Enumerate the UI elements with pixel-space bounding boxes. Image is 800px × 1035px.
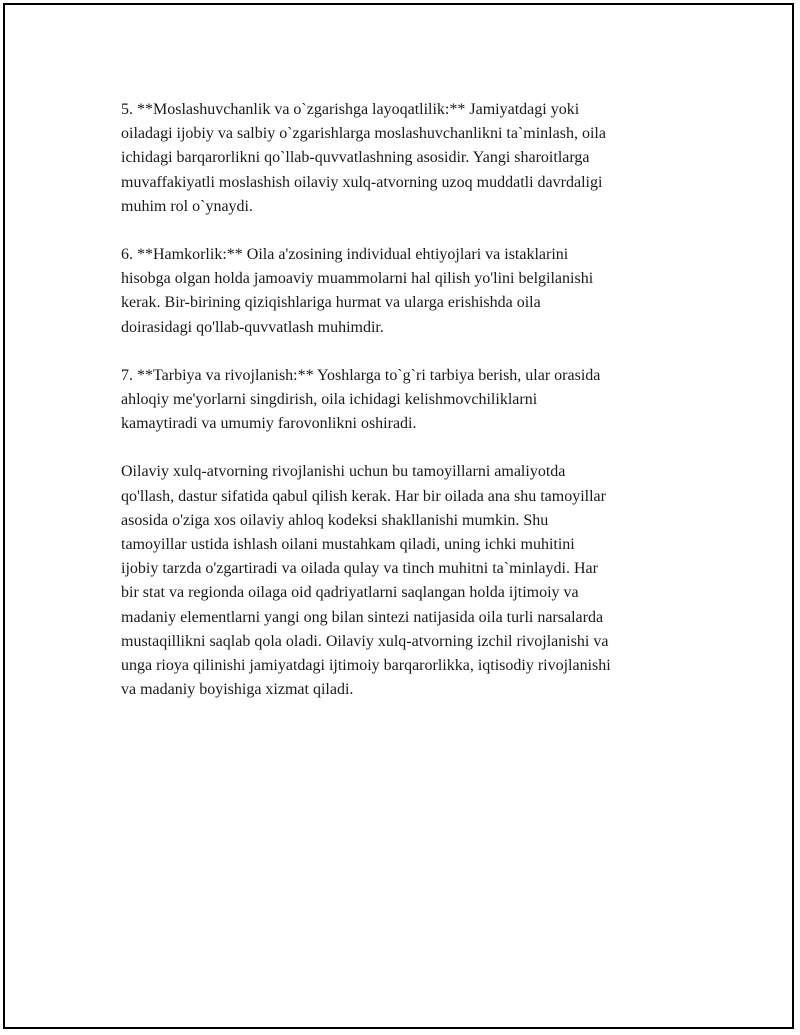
paragraph-item-5: 5. **Moslashuvchanlik va o`zgarishga layoqatlilik:** Jamiyatdagi yoki oiladagi ijobiy va salbiy o`zgarishlarga moslashuvchanlikni ta`minlash, oila ichidagi barqarorlikni qo`llab-quvvatlashning asosidir. Yangi sharoitlarga muvaffakiyatli moslashish oilaviy xulq-atvorning uzoq muddatli davrdaligi muhim rol o`ynaydi. — [121, 101, 606, 215]
paragraph-item-7: 7. **Tarbiya va rivojlanish:** Yoshlarga to`g`ri tarbiya berish, ular orasida ahloqiy me'yorlarni singdirish, oila ichidagi kelishmovchiliklarni kamaytiradi va umumiy farovonlikni oshiradi. — [121, 366, 601, 433]
page-content — [121, 98, 701, 726]
paragraph-conclusion: Oilaviy xulq-atvorning rivojlanishi uchun bu tamoyillarni amaliyotda qo'llash, dastur sifatida qabul qilish kerak. Har bir oilada ana shu tamoyillar asosida o'ziga xos oilaviy ahloq kodeksi shakllanishi mumkin. Shu tamoyillar ustida ishlash oilani mustahkam qiladi, uning ichki muhitini ijobiy tarzda o'zgartiradi va oilada qulay va tinch muhitni ta`minlaydi. Har bir stat va regionda oilaga oid qadriyatlarni saqlangan holda ijtimoiy va madaniy elementlarni yangi ong bilan sintezi natijasida oila turli narsalarda mustaqillikni saqlab qola oladi. Oilaviy xulq-atvorning izchil rivojlanishi va unga rioya qilinishi jamiyatdagi ijtimoiy barqarorlikka, iqtisodiy rivojlanishi va madaniy boyishiga xizmat qiladi. — [121, 463, 611, 699]
page-frame — [3, 3, 794, 1029]
paragraph-item-6: 6. **Hamkorlik:** Oila a'zosining individual ehtiyojlari va istaklarini hisobga olgan holda jamoaviy muammolarni hal qilish yo'lini belgilanishi kerak. Bir-birining qiziqishlariga hurmat va ularga erishishda oila doirasidagi qo'llab-quvvatlash muhimdir. — [121, 246, 594, 336]
